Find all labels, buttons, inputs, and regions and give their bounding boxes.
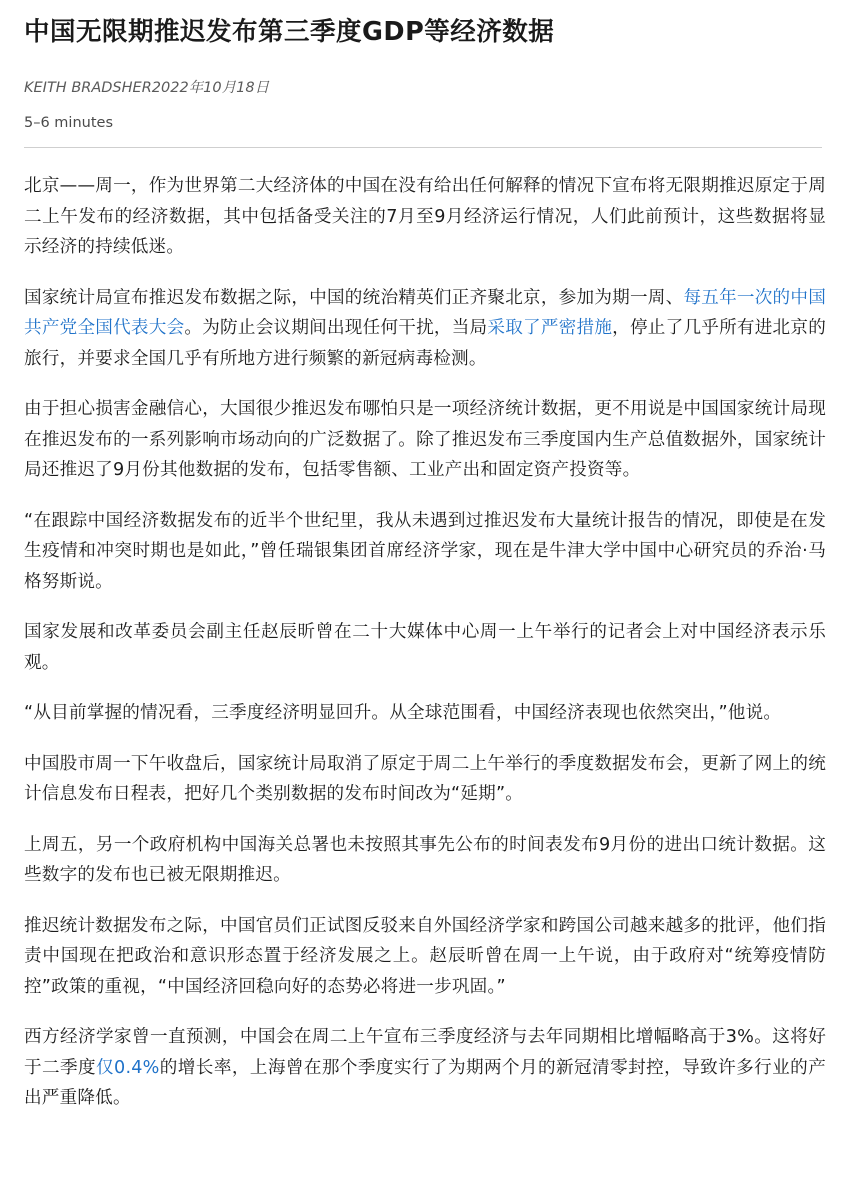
header-divider — [24, 147, 822, 148]
paragraph — [24, 911, 826, 1003]
paragraph — [24, 171, 826, 263]
paragraph — [24, 283, 826, 375]
reading-time: 5–6 minutes — [24, 115, 114, 131]
link-strict-measures[interactable]: 采取了严密措施 — [487, 318, 613, 338]
paragraph-text: “在跟踪中国经济数据发布的近半个世纪里，我从未遇到过推迟发布大量统计报告的情况，即使是在发生疫情和冲突时期也是如此，”曾任瑞银集团首席经济学家，现在是牛津大学中国中心研究员的乔治·马格努斯说。 — [24, 510, 826, 592]
paragraph-text: 北京——周一，作为世界第二大经济体的中国在没有给出任何解释的情况下宣布将无限期推迟原定于周二上午发布的经济数据，其中包括备受关注的7月至9月经济运行情况，人们此前预计，这些数据将显示经济的持续低迷。 — [24, 176, 826, 257]
paragraph — [24, 1022, 826, 1114]
link-party-congress[interactable]: 每五年一次的中国共产党全国代表大会 — [24, 287, 826, 338]
paragraph-text: 推迟统计数据发布之际，中国官员们正试图反驳来自外国经济学家和跨国公司越来越多的批评，他们指责中国现在把政治和意识形态置于经济发展之上。赵辰昕曾在周一上午说，由于政府对“统筹疫情防控”政策的重视，“中国经济回稳向好的态势必将进一步巩固。” — [24, 915, 826, 997]
paragraph-text: 中国股市周一下午收盘后，国家统计局取消了原定于周二上午举行的季度数据发布会，更新了网上的统计信息发布日程表，把好几个类别数据的发布时间改为“延期”。 — [24, 753, 826, 804]
paragraph — [24, 506, 826, 598]
paragraph-text: 的增长率，上海曾在那个季度实行了为期两个月的新冠清零封控，导致许多行业的产出严重降低。 — [24, 1057, 826, 1108]
paragraph-text: “从目前掌握的情况看，三季度经济明显回升。从全球范围看，中国经济表现也依然突出，”他说。 — [24, 703, 782, 723]
link-q2-growth[interactable]: 仅0.4% — [96, 1057, 160, 1078]
article-title: 中国无限期推迟发布第三季度GDP等经济数据 — [24, 17, 555, 47]
article-body — [24, 171, 826, 1114]
paragraph — [24, 617, 826, 678]
paragraph — [24, 698, 826, 729]
paragraph-text: 上周五，另一个政府机构中国海关总署也未按照其事先公布的时间表发布9月份的进出口统计数据。这些数字的发布也已被无限期推迟。 — [24, 834, 826, 885]
paragraph-text: 国家统计局宣布推迟发布数据之际，中国的统治精英们正齐聚北京，参加为期一周、 — [24, 287, 684, 308]
paragraph-text: 西方经济学家曾一直预测，中国会在周二上午宣布三季度经济与去年同期相比增幅略高于3%。这将好于二季度 — [24, 1027, 826, 1078]
paragraph-text: ，停止了几乎所有进北京的旅行，并要求全国几乎有所地方进行频繁的新冠病毒检测。 — [24, 318, 826, 369]
paragraph-text: 国家发展和改革委员会副主任赵辰昕曾在二十大媒体中心周一上午举行的记者会上对中国经济表示乐观。 — [24, 622, 826, 673]
paragraph-text: 。为防止会议期间出现任何干扰，当局 — [184, 318, 488, 338]
paragraph — [24, 830, 826, 891]
byline: KEITH BRADSHER2022年10月18日 — [24, 80, 270, 96]
paragraph — [24, 749, 826, 810]
paragraph-text: 由于担心损害金融信心，大国很少推迟发布哪怕只是一项经济统计数据，更不用说是中国国家统计局现在推迟发布的一系列影响市场动向的广泛数据了。除了推迟发布三季度国内生产总值数据外，国家统计局还推迟了9月份其他数据的发布，包括零售额、工业产出和固定资产投资等。 — [24, 399, 826, 480]
paragraph — [24, 394, 826, 486]
